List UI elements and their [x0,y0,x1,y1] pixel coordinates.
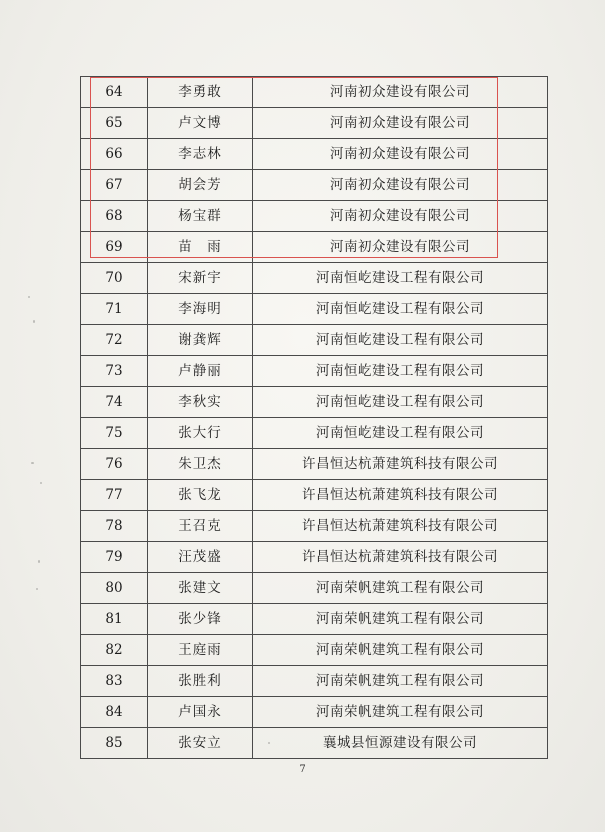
name-cell: 宋新宇 [148,263,253,294]
name-cell: 苗 雨 [148,232,253,263]
scan-speck [31,462,34,464]
company-cell: 河南初众建设有限公司 [253,232,548,263]
row-number-cell: 72 [81,325,148,356]
row-number-cell: 64 [81,77,148,108]
name-cell: 卢国永 [148,697,253,728]
company-cell: 许昌恒达杭萧建筑科技有限公司 [253,511,548,542]
name-cell: 张胜利 [148,666,253,697]
table-row [81,728,548,759]
table-row [81,201,548,232]
table-row [81,387,548,418]
table-row [81,573,548,604]
scan-speck [36,588,38,590]
table-row [81,263,548,294]
name-cell: 朱卫杰 [148,449,253,480]
company-cell: 河南恒屹建设工程有限公司 [253,356,548,387]
row-number-cell: 84 [81,697,148,728]
name-cell: 张飞龙 [148,480,253,511]
company-cell: 河南恒屹建设工程有限公司 [253,387,548,418]
name-cell: 杨宝群 [148,201,253,232]
row-number-cell: 78 [81,511,148,542]
row-number-cell: 74 [81,387,148,418]
company-cell: 河南恒屹建设工程有限公司 [253,294,548,325]
company-cell: 河南荣帆建筑工程有限公司 [253,635,548,666]
name-cell: 李海明 [148,294,253,325]
name-cell: 王召克 [148,511,253,542]
table-row [81,666,548,697]
company-cell: 河南初众建设有限公司 [253,170,548,201]
table-row [81,232,548,263]
table-row [81,325,548,356]
company-cell: 河南初众建设有限公司 [253,201,548,232]
row-number-cell: 79 [81,542,148,573]
scan-speck [40,482,42,484]
roster-table [80,76,548,759]
name-cell: 谢龚辉 [148,325,253,356]
row-number-cell: 70 [81,263,148,294]
company-cell: 襄城县恒源建设有限公司 [253,728,548,759]
name-cell: 李秋实 [148,387,253,418]
row-number-cell: 71 [81,294,148,325]
company-cell: 河南恒屹建设工程有限公司 [253,418,548,449]
table-row [81,356,548,387]
company-cell: 河南荣帆建筑工程有限公司 [253,697,548,728]
row-number-cell: 75 [81,418,148,449]
company-cell: 河南恒屹建设工程有限公司 [253,263,548,294]
table-row [81,77,548,108]
row-number-cell: 66 [81,139,148,170]
company-cell: 河南初众建设有限公司 [253,139,548,170]
scan-speck [28,296,30,298]
scan-speck [38,560,40,563]
row-number-cell: 73 [81,356,148,387]
company-cell: 河南荣帆建筑工程有限公司 [253,666,548,697]
company-cell: 河南初众建设有限公司 [253,77,548,108]
table-row [81,604,548,635]
table-row [81,108,548,139]
table-row [81,294,548,325]
row-number-cell: 85 [81,728,148,759]
company-cell: 河南荣帆建筑工程有限公司 [253,604,548,635]
company-cell: 许昌恒达杭萧建筑科技有限公司 [253,449,548,480]
row-number-cell: 77 [81,480,148,511]
row-number-cell: 76 [81,449,148,480]
name-cell: 汪茂盛 [148,542,253,573]
scan-speck [268,742,270,744]
row-number-cell: 65 [81,108,148,139]
name-cell: 张安立 [148,728,253,759]
name-cell: 卢静丽 [148,356,253,387]
row-number-cell: 69 [81,232,148,263]
table-row [81,635,548,666]
name-cell: 卢文博 [148,108,253,139]
page-number: 7 [299,764,306,775]
name-cell: 胡会芳 [148,170,253,201]
name-cell: 李志林 [148,139,253,170]
company-cell: 河南荣帆建筑工程有限公司 [253,573,548,604]
row-number-cell: 68 [81,201,148,232]
name-cell: 王庭雨 [148,635,253,666]
company-cell: 河南恒屹建设工程有限公司 [253,325,548,356]
table-row [81,139,548,170]
row-number-cell: 80 [81,573,148,604]
row-number-cell: 81 [81,604,148,635]
table-row [81,542,548,573]
table-row [81,511,548,542]
company-cell: 许昌恒达杭萧建筑科技有限公司 [253,480,548,511]
company-cell: 许昌恒达杭萧建筑科技有限公司 [253,542,548,573]
table-row [81,170,548,201]
table-row [81,480,548,511]
roster-table-body [81,77,548,759]
row-number-cell: 83 [81,666,148,697]
name-cell: 张建文 [148,573,253,604]
scan-speck [33,320,35,323]
row-number-cell: 82 [81,635,148,666]
table-row [81,418,548,449]
table-row [81,449,548,480]
name-cell: 李勇敢 [148,77,253,108]
company-cell: 河南初众建设有限公司 [253,108,548,139]
table-row [81,697,548,728]
name-cell: 张大行 [148,418,253,449]
row-number-cell: 67 [81,170,148,201]
name-cell: 张少锋 [148,604,253,635]
